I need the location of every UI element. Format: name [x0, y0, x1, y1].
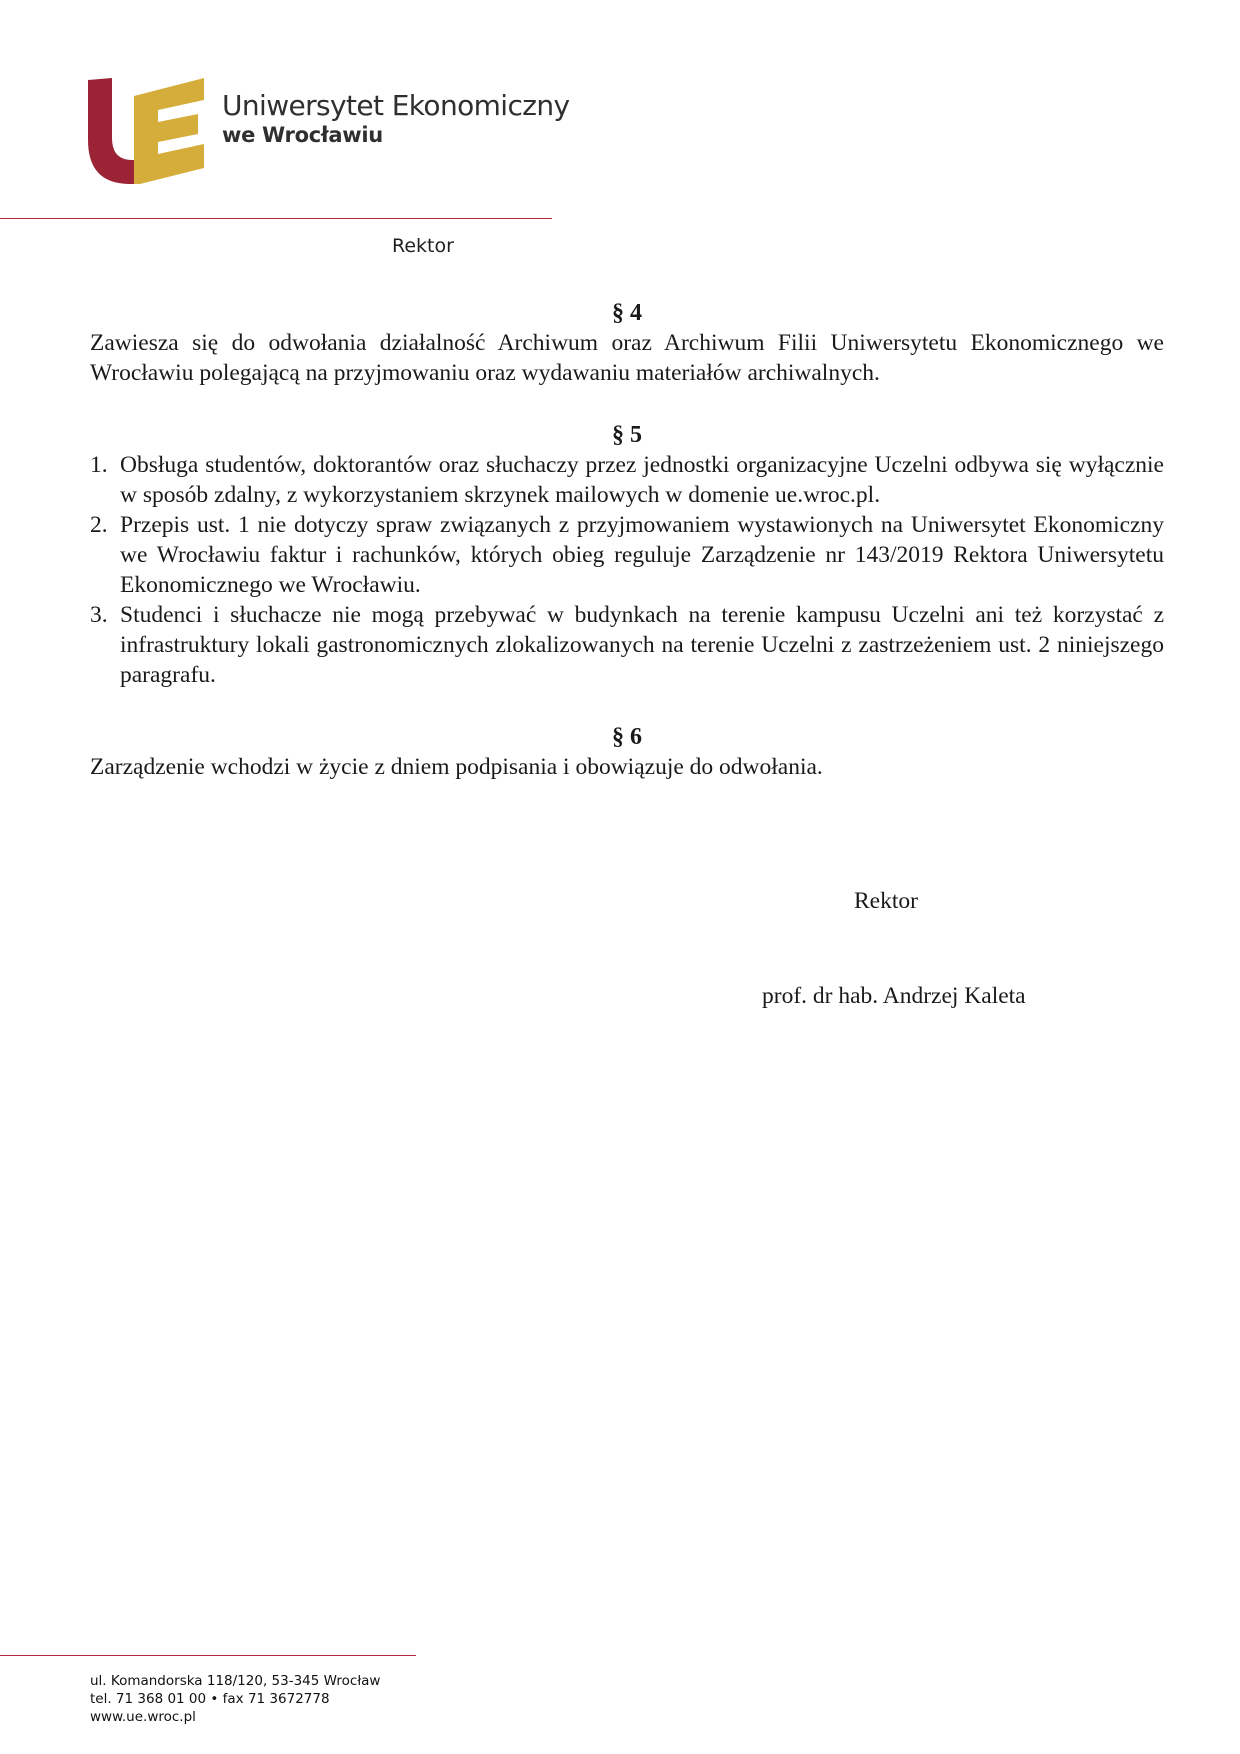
section-5-heading: § 5 [612, 422, 642, 448]
spacer [90, 388, 1164, 420]
university-name-line2: we Wrocławiu [222, 123, 383, 147]
list-item [90, 510, 1164, 600]
university-logo-icon [88, 78, 208, 184]
footer [90, 1672, 380, 1726]
footer-website: www.ue.wroc.pl [90, 1709, 196, 1725]
logo-e-shape [134, 78, 204, 184]
section-4-text: Zawiesza się do odwołania działalność Archiwum oraz Archiwum Filii Uniwersytetu Ekonomicznego we Wrocławiu polegającą na przyjmowaniu oraz wydawaniu materiałów archiwalnych. [90, 330, 1164, 386]
logo-u-shape [88, 78, 140, 184]
list-item-text: Obsługa studentów, doktorantów oraz słuchaczy przez jednostki organizacyjne Uczelni odbywa się wyłącznie w sposób zdalny, z wykorzystaniem skrzynek mailowych w domenie ue.wroc.pl. [120, 452, 1164, 508]
signature-name: prof. dr hab. Andrzej Kaleta [762, 983, 1026, 1009]
section-6-heading: § 6 [612, 724, 642, 750]
document-body [90, 298, 1164, 782]
section-5-list [90, 450, 1164, 690]
list-item-text: Studenci i słuchacze nie mogą przebywać w budynkach na terenie kampusu Uczelni ani też korzystać z infrastruktury lokali gastronomicznych zlokalizowanych na terenie Uczelni z zastrzeżeniem ust. 2 niniejszego paragrafu. [120, 602, 1164, 688]
list-item [90, 600, 1164, 690]
list-item [90, 450, 1164, 510]
header-office-label: Rektor [392, 235, 454, 257]
list-item-number: 2. [90, 512, 108, 538]
university-name [222, 90, 569, 147]
spacer [90, 690, 1164, 722]
section-6-text: Zarządzenie wchodzi w życie z dniem podpisania i obowiązuje do odwołania. [90, 754, 823, 780]
list-item-text: Przepis ust. 1 nie dotyczy spraw związanych z przyjmowaniem wystawionych na Uniwersytet Ekonomiczny we Wrocławiu faktur i rachunków, których obieg reguluje Zarządzenie nr 143/2019 Rektora Uniwersytetu Ekonomicznego we Wrocławiu. [120, 512, 1164, 598]
signature-title: Rektor [854, 888, 918, 914]
university-name-line1: Uniwersytet Ekonomiczny [222, 89, 570, 122]
footer-address: ul. Komandorska 118/120, 53-345 Wrocław [90, 1673, 381, 1689]
footer-divider [0, 1655, 416, 1656]
footer-contact: tel. 71 368 01 00 • fax 71 3672778 [90, 1691, 330, 1707]
list-item-number: 1. [90, 452, 108, 478]
section-4-heading: § 4 [612, 300, 642, 326]
list-item-number: 3. [90, 602, 108, 628]
header-divider [0, 218, 552, 219]
